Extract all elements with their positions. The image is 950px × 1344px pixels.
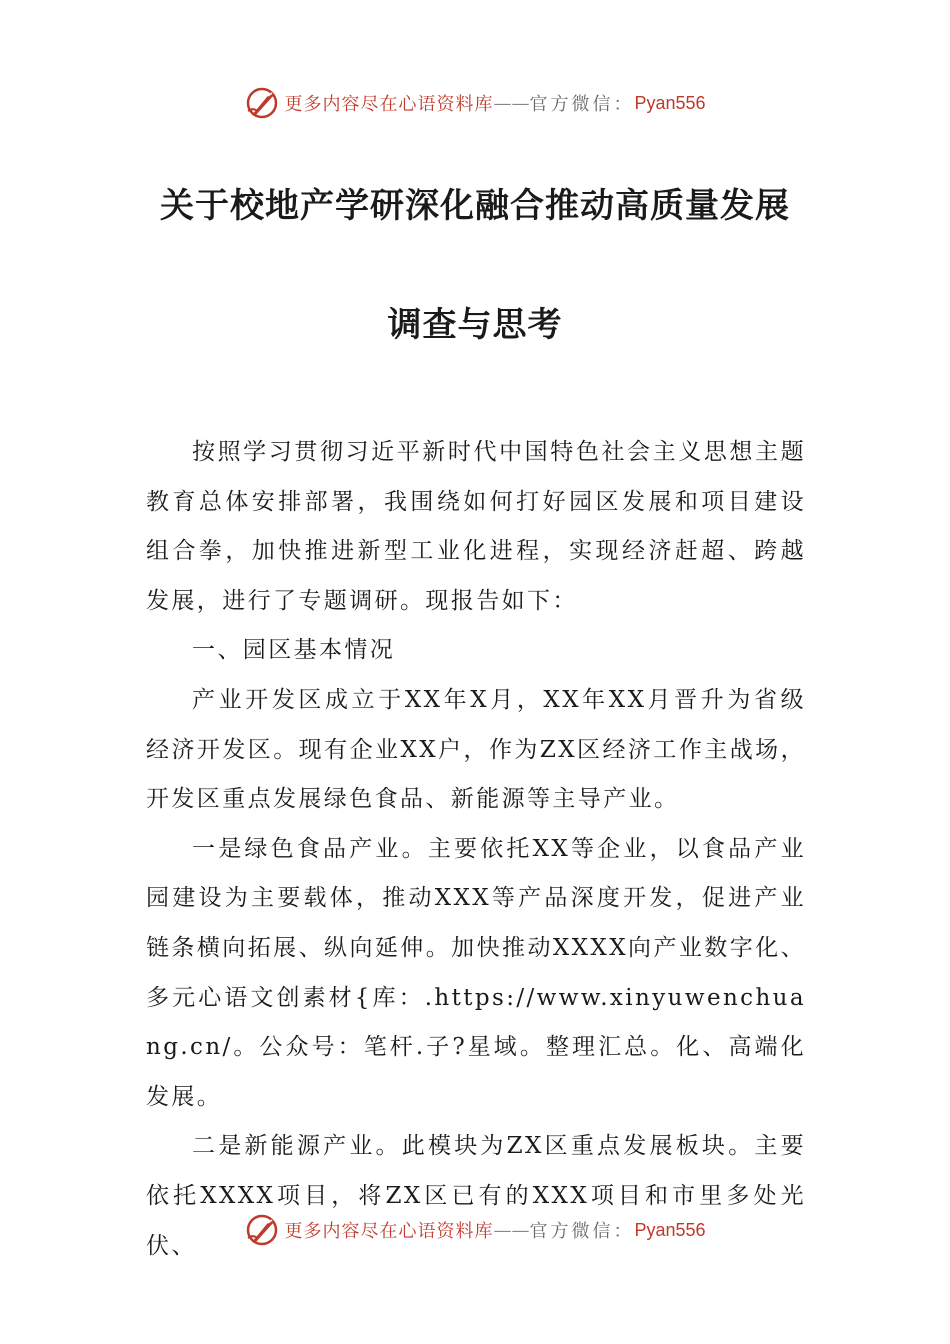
banner-wechat-label: 官方微信： (529, 94, 635, 115)
document-title-line2: 调查与思考 (387, 305, 563, 345)
quill-logo-icon (244, 85, 280, 121)
banner-wechat-id: Pyan556 (634, 1219, 706, 1240)
banner-dash: —— (493, 1219, 530, 1241)
banner-dash: —— (493, 92, 530, 114)
section-heading: 一、园区基本情况 (192, 637, 396, 664)
banner-wechat-id: Pyan556 (634, 92, 706, 113)
paragraph-intro: 按照学习贯彻习近平新时代中国特色社会主义思想主题教育总体安排部署，我围绕如何打好园区发展和项目建设组合拳，加快推进新型工业化进程，实现经济赶超、跨越发展，进行了专题调研。现报告如下： (146, 439, 806, 614)
paragraph-green-food: 一是绿色食品产业。主要依托XX等企业，以食品产业园建设为主要载体，推动XXX等产品深度开发，促进产业链条横向拓展、纵向延伸。加快推动XXXX向产业数字化、多元心语文创素材{库：.https://www.xinyuwenchuang.cn/。公众号：笔杆.子?星域。整理汇总。化、高端化发展。 (146, 835, 806, 1110)
footer-watermark-banner (0, 1210, 950, 1250)
banner-slogan: 更多内容尽在心语资料库 (284, 1221, 494, 1242)
paragraph-new-energy: 二是新能源产业。此模块为ZX区重点发展板块。主要依托XXXX项目，将ZX区已有的XXX项目和市里多处光伏、 (146, 1133, 806, 1259)
document-title-line1: 关于校地产学研深化融合推动高质量发展 (160, 186, 790, 226)
banner-slogan: 更多内容尽在心语资料库 (284, 94, 494, 115)
banner-wechat-label: 官方微信： (529, 1221, 635, 1242)
quill-logo-icon (244, 1212, 280, 1248)
paragraph-overview: 产业开发区成立于XX年X月，XX年XX月晋升为省级经济开发区。现有企业XX户，作为ZX区经济工作主战场，开发区重点发展绿色食品、新能源等主导产业。 (146, 686, 806, 813)
header-watermark-banner (0, 83, 950, 123)
document-body (146, 428, 806, 1271)
